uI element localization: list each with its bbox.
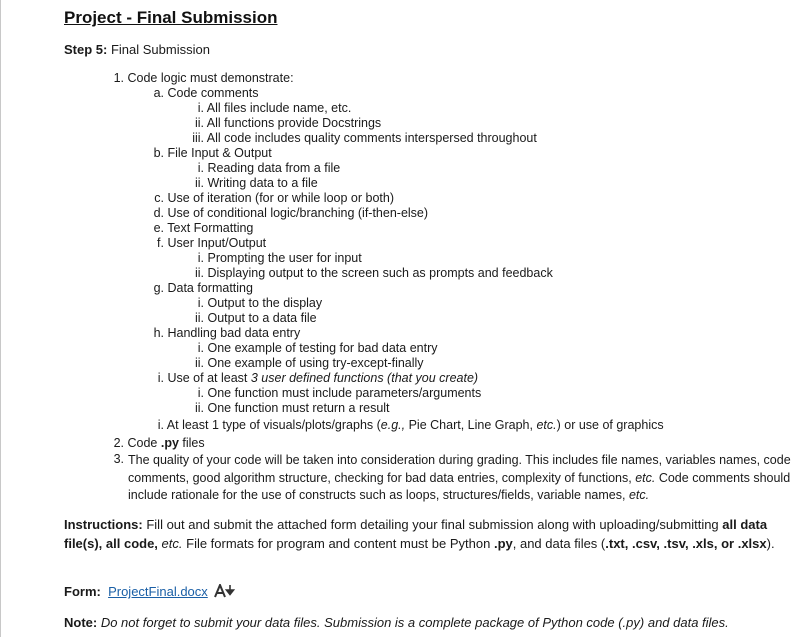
note-label: Note: (64, 615, 98, 630)
form-label: Form: (64, 584, 101, 599)
accessibility-download-icon[interactable] (214, 584, 236, 601)
list-item: i. All files include name, etc. (197, 101, 352, 115)
list-item: ii. One example of using try-except-finally (194, 356, 424, 370)
list-item: c. Use of iteration (for or while loop or both) (154, 191, 394, 205)
list-item: i. At least 1 type of visuals/plots/graphs (e.g., Pie Chart, Line Graph, etc.) or use of graphics (157, 418, 664, 432)
list-item: ii. Writing data to a file (194, 176, 318, 190)
list-item: i. Output to the display (197, 296, 323, 310)
list-item: ii. Displaying output to the screen such as prompts and feedback (194, 266, 553, 280)
step-label: Step 5: (64, 42, 108, 57)
list-item: i. One example of testing for bad data entry (197, 341, 438, 355)
list-item: The quality of your code will be taken into consideration during grading. This includes file names, variables names, code comments, good algorithm structure, checking for bad data entries, complexity of functions, etc. Code comments should include rationale for the use of constructs such as loops, structures/fields, variable names, etc. (128, 453, 791, 502)
list-item: i. Reading data from a file (197, 161, 341, 175)
page-title: Project - Final Submission (64, 8, 278, 27)
step-text: Final Submission (110, 42, 210, 57)
note-text: Do not forget to submit your data files. Submission is a complete package of Python code (.py) and data files. (97, 615, 729, 630)
list-item: ii. One function must return a result (194, 401, 390, 415)
list-item: a. Code comments (153, 86, 259, 100)
list-item-number: 3. (113, 452, 124, 466)
list-item: d. Use of conditional logic/branching (if-then-else) (153, 206, 429, 220)
list-item: 2. Code .py files (113, 436, 205, 450)
list-item: ii. All functions provide Docstrings (194, 116, 382, 130)
list-item: h. Handling bad data entry (153, 326, 301, 340)
form-file-link[interactable]: ProjectFinal.docx (108, 584, 208, 599)
list-item: f. User Input/Output (157, 236, 267, 250)
step-heading (64, 42, 210, 57)
list-item: ii. Output to a data file (194, 311, 317, 325)
list-item: b. File Input & Output (153, 146, 272, 160)
list-item: i. Prompting the user for input (197, 251, 362, 265)
list-item: e. Text Formatting (153, 221, 254, 235)
note-line (64, 615, 729, 630)
instructions-paragraph: Instructions: Fill out and submit the attached form detailing your final submission along with uploading/submitting all data file(s), all code, etc. File formats for program and content must be Python .py, and data files (.txt, .csv, .tsv, .xls, or .xlsx). (64, 517, 775, 551)
form-line (64, 584, 236, 601)
list-item: g. Data formatting (153, 281, 253, 295)
instructions-label: Instructions: (64, 517, 143, 532)
list-item: 1. Code logic must demonstrate: (113, 71, 294, 85)
list-item: iii. All code includes quality comments interspersed throughout (192, 131, 537, 145)
list-item: i. Use of at least 3 user defined functions (that you create) (157, 371, 479, 385)
list-item: i. One function must include parameters/arguments (197, 386, 482, 400)
